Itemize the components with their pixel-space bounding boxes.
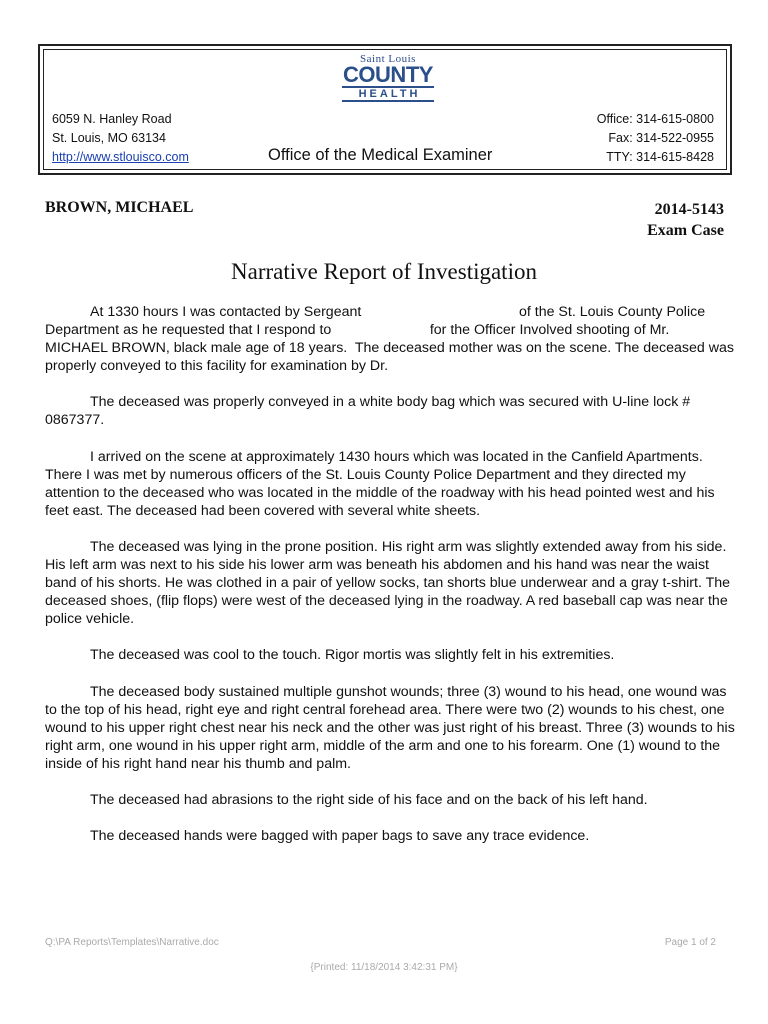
office-title: Office of the Medical Examiner <box>268 146 493 164</box>
case-info <box>647 199 724 241</box>
address-line-1: 6059 N. Hanley Road <box>52 112 172 126</box>
fax-number: Fax: 314-522-0955 <box>608 131 714 145</box>
decedent-name: BROWN, MICHAEL <box>45 199 194 216</box>
contact-block <box>597 110 714 167</box>
printed-timestamp: {Printed: 11/18/2014 3:42:31 PM} <box>310 962 458 973</box>
logo-main-text: COUNTY <box>343 62 433 87</box>
narrative-paragraph: The deceased body sustained multiple gunshot wounds; three (3) wound to his head, one wound was to the top of his head, right eye and right central forehead area. There were two (2) wounds to his chest, one wound to his upper right chest near his neck and the other was just right of his breast. Three (3) wounds to his right arm, one wound in his upper right arm, middle of the arm and one to his forearm. One (1) wound to the inside of his right hand near his thumb and palm. <box>45 683 735 772</box>
case-number: 2014-5143 <box>654 201 724 218</box>
office-phone: Office: 314-615-0800 <box>596 112 714 126</box>
narrative-paragraph: The deceased was properly conveyed in a white body bag which was secured with U-line lock # 0867377. <box>45 394 691 429</box>
tty-number: TTY: 314-615-8428 <box>606 150 714 164</box>
footer-file-path: Q:\PA Reports\Templates\Narrative.doc <box>45 937 219 948</box>
address-line-2: St. Louis, MO 63134 <box>52 131 166 145</box>
case-type: Exam Case <box>647 222 724 239</box>
report-title: Narrative Report of Investigation <box>231 259 537 284</box>
narrative-paragraph: The deceased was lying in the prone position. His right arm was slightly extended away from his side. His left arm was next to his side his lower arm was beneath his abdomen and his hand was near the waist band of his shorts. He was clothed in a pair of yellow socks, tan shorts blue underwear and a gray t-shirt. The deceased shoes, (flip flops) were west of the deceased lying in the roadway. A red baseball cap was near the police vehicle. <box>45 538 731 628</box>
footer-page-number: Page 1 of 2 <box>664 937 716 948</box>
narrative-paragraph: The deceased had abrasions to the right side of his face and on the back of his left hand. <box>90 791 648 808</box>
letterhead <box>38 44 732 175</box>
logo-top-text: Saint Louis <box>360 53 416 65</box>
county-health-logo <box>338 54 438 102</box>
narrative-paragraph: At 1330 hours I was contacted by Sergeant of the St. Louis County Police Department as he requested that I respond to for the Officer Involved shooting of Mr. MICHAEL BROWN, black male age of 18 years. The deceased mother was on the scene. The deceased was properly conveyed to this facility for examination by Dr. <box>45 304 738 375</box>
narrative-body <box>45 303 738 863</box>
narrative-paragraph: The deceased was cool to the touch. Rigor mortis was slightly felt in his extremities. <box>90 647 615 664</box>
logo-sub-text: HEALTH <box>342 86 434 102</box>
narrative-paragraph: I arrived on the scene at approximately 1430 hours which was located in the Canfield Apartments. There I was met by numerous officers of the St. Louis County Police Department and they directed my attention to the deceased who was located in the middle of the roadway with his head pointed west and his feet east. The deceased had been covered with several white sheets. <box>45 448 715 519</box>
address-block <box>52 110 189 167</box>
narrative-paragraph: The deceased hands were bagged with paper bags to save any trace evidence. <box>90 828 590 845</box>
website-link[interactable]: http://www.stlouisco.com <box>52 150 189 164</box>
